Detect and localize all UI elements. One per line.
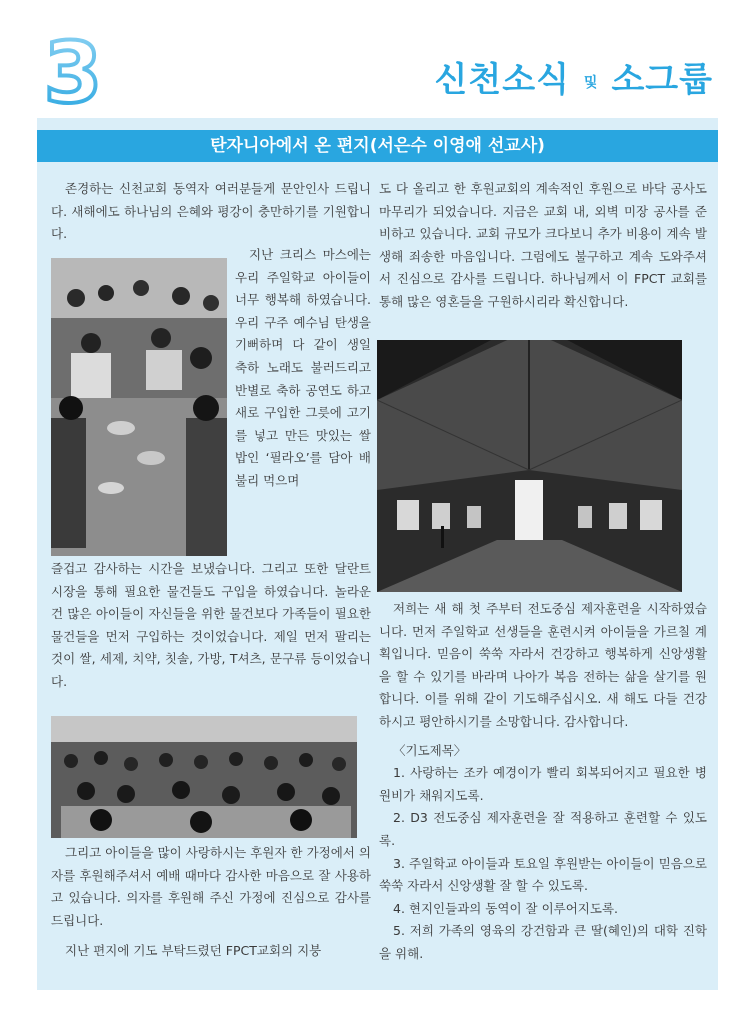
prayer-heading: 〈기도제목〉 — [393, 742, 467, 758]
section-number-3 — [40, 36, 106, 108]
page-title — [435, 52, 713, 102]
christmas-side-paragraph: 지난 크리스 마스에는 우리 주일학교 아이들이 너무 행복해 하였습니다. 우리 구주 예수님 탄생을 기뻐하며 다 같이 생일 축하 노래도 불러드리고 반별로 축하 공연도 하고 새로 구입한 그릇에 고기를 넣고 만든 맛있는 쌀밥인 ‘필라오’를 담아 배불리 먹으며 — [235, 247, 371, 488]
christmas-continued-paragraph: 즐겁고 감사하는 시간을 보냈습니다. 그리고 또한 달란트 시장을 통해 필요한 물건들도 구입을 하였습니다. 놀라운 건 많은 아이들이 자신들을 위한 물건보다 가족들이 필요한 물건들을 먼저 구입하는 것이었습니다. 제일 먼저 팔리는 것이 쌀, 세제, 치약, 칫솔, 가방, T셔츠, 문구류 등이었습니다. — [51, 561, 371, 689]
title-smallgroup: 소그룹 — [611, 60, 713, 100]
greeting-paragraph: 존경하는 신천교회 동역자 여러분들게 문안인사 드립니다. 새해에도 하나님의 은혜와 평강이 충만하기를 기원합니다. — [51, 181, 371, 242]
roof-paragraph: 도 다 올리고 한 후원교회의 계속적인 후원으로 바닥 공사도 마무리가 되었습니다. 지금은 교회 내, 외벽 미장 공사를 준비하고 있습니다. 교회 규모가 크다보니 추가 비용이 계속 발생해 죄송한 마음입니다. 그럼에도 불구하고 계속 도와주셔서 진심으로 감사를 드립니다. 하나님께서 이 FPCT 교회를 통해 많은 영혼들을 구원하시리라 확신합니다. — [379, 181, 707, 309]
prayer-item: 3. 주일학교 아이들과 토요일 후원받는 아이들이 믿음으로 쑥쑥 자라서 신앙생활 잘 할 수 있도록. — [379, 855, 707, 894]
prayer-item: 1. 사랑하는 조카 예경이가 빨리 회복되어지고 필요한 병원비가 채워지도록. — [379, 765, 707, 803]
title-and: 및 — [583, 75, 598, 91]
christmas-meal-photo — [51, 258, 227, 556]
congregation-photo — [51, 716, 357, 838]
article-title-banner: 탄자니아에서 온 편지(서은수 이영애 선교사) — [37, 130, 718, 162]
sponsor-paragraph: 그리고 아이들을 많이 사랑하시는 후원자 한 가정에서 의자를 후원해주셔서 예배 때마다 감사한 마음으로 잘 사용하고 있습니다. 의자를 후원해 주신 가정에 진심으로 감사를 드립니다. 지난 편지에 기도 부탁드렸던 FPCT교회의 지붕 — [51, 845, 371, 959]
svg-text:3: 3 — [43, 36, 103, 108]
prayer-item: 4. 현지인들과의 동역이 잘 이루어지도록. — [393, 900, 618, 916]
article-panel — [37, 118, 718, 990]
prayer-item: 2. D3 전도중심 제자훈련을 잘 적용하고 훈련할 수 있도록. — [379, 810, 707, 848]
church-interior-photo — [377, 340, 682, 592]
title-news: 신천소식 — [434, 60, 570, 100]
prayer-item: 5. 저희 가족의 영육의 강건함과 큰 딸(혜인)의 대학 진학을 위해. — [379, 923, 707, 961]
training-paragraph: 저희는 새 해 첫 주부터 전도중심 제자훈련을 시작하였습니다. 먼저 주일학교 선생들을 훈련시켜 아이들을 가르칠 계획입니다. 믿음이 쑥쑥 자라서 건강하고 행복하게 신앙생활을 할 수 있기를 바라며 나아가 복음 전하는 삶을 살기를 원합니다. 이를 위해 같이 기도해주십시오. 새 해도 다들 건강하시고 평안하시기를 소망합니다. 감사합니다. 〈기도제목〉 1. 사랑하는 조카 예경이가 빨리 회복되어지고 필요한 병원비가 채워지도록. 2. D3 전도중심 제자훈련을 잘 적용하고 훈련할 수 있도록. 3. 주일학교 아이들과 토요일 후원받는 아이들이 믿음으로 쑥쑥 자라서 신앙생활 잘 할 수 있도록. 4. 현지인들과의 동역이 잘 이루어지도록. 5. 저희 가족의 영육의 강건함과 큰 딸(혜인)의 대학 진학을 위해. — [379, 598, 707, 966]
